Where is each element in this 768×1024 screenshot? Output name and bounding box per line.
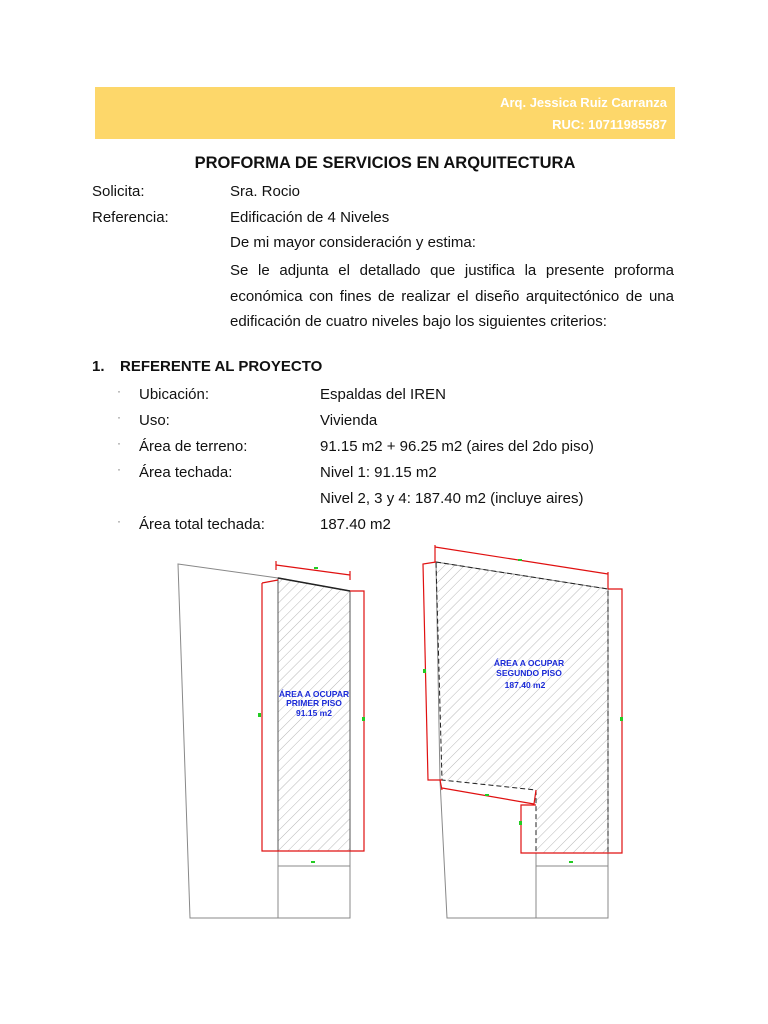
referencia-label: Referencia: <box>92 209 169 226</box>
section-heading <box>92 358 322 375</box>
intro-paragraph: Se le adjunta el detallado que justifica la presente proforma económica con fines de realizar el diseño arquitectónico de una edificación de cuatro niveles bajo los siguientes criterios: <box>230 262 674 330</box>
second-floor-occupied-area <box>436 562 608 853</box>
first-floor-label-line1: ÁREA A OCUPAR <box>278 689 350 699</box>
greeting: De mi mayor consideración y estima: <box>230 234 476 251</box>
bullet-icon: · <box>117 436 121 450</box>
architect-name: Arq. Jessica Ruiz Carranza <box>500 95 667 110</box>
bullet-icon: · <box>117 462 121 476</box>
item-value: Nivel 2, 3 y 4: 187.40 m2 (incluye aires) <box>320 490 584 507</box>
item-value: Espaldas del IREN <box>320 386 446 403</box>
bullet-icon: · <box>117 410 121 424</box>
item-value: Vivienda <box>320 412 378 429</box>
bullet-icon: · <box>117 384 121 398</box>
item-label: Área techada: <box>139 464 233 481</box>
site-plans <box>170 540 640 930</box>
section-title: REFERENTE AL PROYECTO <box>120 358 323 375</box>
section-number: 1. <box>92 358 105 375</box>
solicita-value: Sra. Rocio <box>230 183 301 200</box>
second-floor-label-line1: ÁREA A OCUPAR <box>493 658 565 668</box>
solicita-label: Solicita: <box>92 183 145 200</box>
header-band <box>95 87 675 139</box>
second-floor-plan <box>423 545 623 918</box>
second-floor-label-line2: SEGUNDO PISO <box>496 668 562 678</box>
item-label: Uso: <box>139 412 170 429</box>
first-floor-plan <box>178 561 365 918</box>
item-label: Área total techada: <box>139 516 265 533</box>
first-floor-label-line3: 91.15 m2 <box>296 708 332 718</box>
document-title: PROFORMA DE SERVICIOS EN ARQUITECTURA <box>194 154 576 172</box>
first-floor-label-line2: PRIMER PISO <box>286 698 342 708</box>
ruc-number: RUC: 10711985587 <box>552 117 667 132</box>
referencia-value: Edificación de 4 Niveles <box>230 209 390 226</box>
item-label: Ubicación: <box>139 386 210 403</box>
item-value: 91.15 m2 + 96.25 m2 (aires del 2do piso) <box>320 438 594 455</box>
item-value: Nivel 1: 91.15 m2 <box>320 464 437 481</box>
item-value: 187.40 m2 <box>320 516 391 533</box>
second-floor-label-line3: 187.40 m2 <box>504 680 546 690</box>
bullet-icon: · <box>117 514 121 528</box>
item-label: Área de terreno: <box>139 438 248 455</box>
